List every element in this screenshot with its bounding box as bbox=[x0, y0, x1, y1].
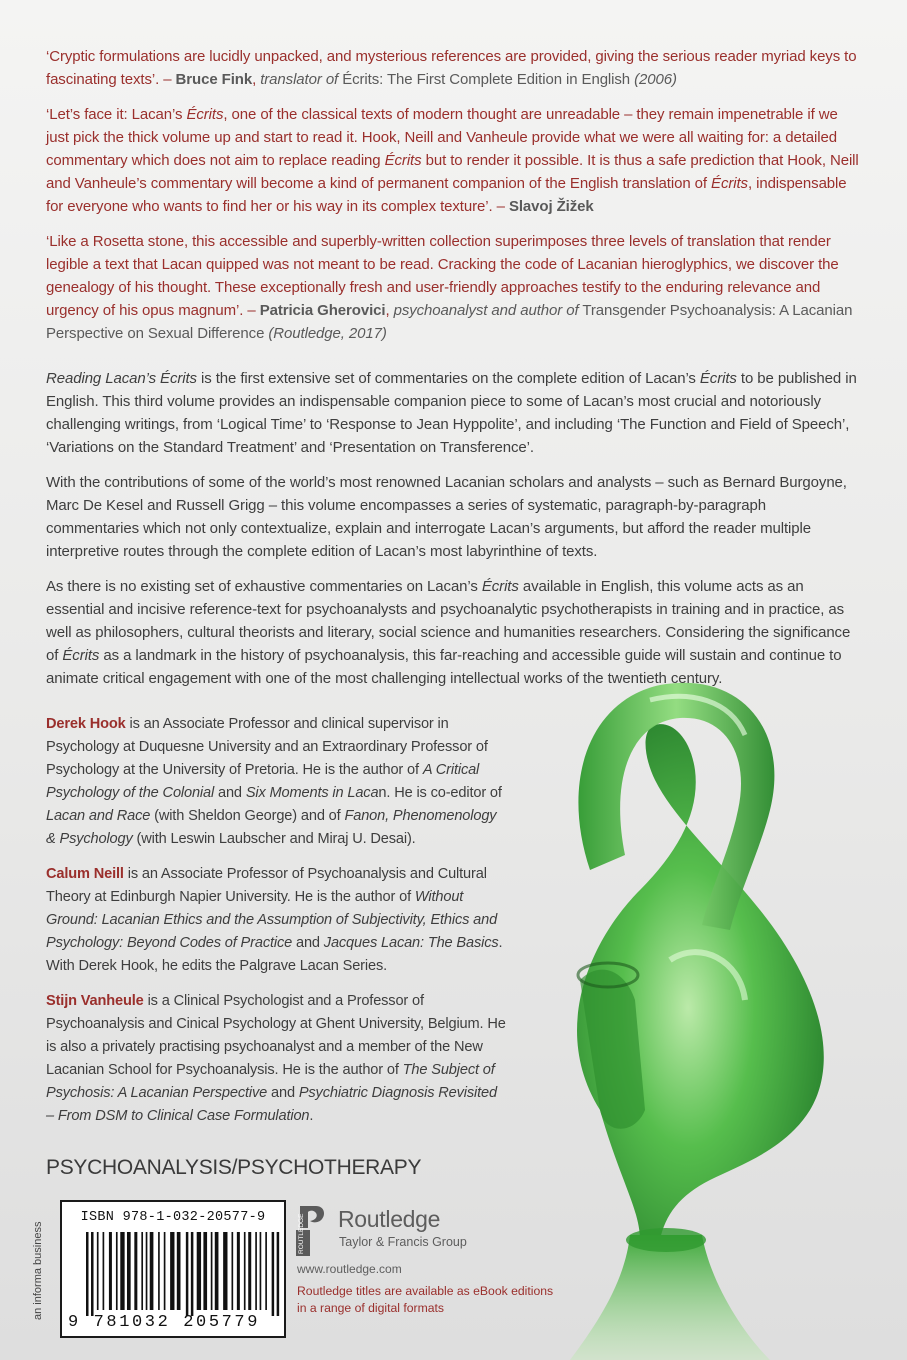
barcode-bar bbox=[215, 1232, 219, 1310]
quote-author: Bruce Fink bbox=[175, 71, 253, 88]
ebook-note: Routledge titles are available as eBook editions in a range of digital formats bbox=[297, 1284, 554, 1315]
barcode-bar bbox=[237, 1232, 240, 1310]
barcode-number: 9 781032 205779 bbox=[68, 1313, 261, 1332]
barcode-bar bbox=[191, 1232, 194, 1316]
barcode-bar bbox=[134, 1232, 137, 1310]
barcode-bar bbox=[197, 1232, 201, 1310]
subject-category: PSYCHOANALYSIS/PSYCHOTHERAPY bbox=[46, 1156, 422, 1179]
barcode-bar bbox=[127, 1232, 131, 1310]
quote-author: Slavoj Žižek bbox=[508, 198, 594, 215]
routledge-logo-icon bbox=[296, 1204, 328, 1256]
barcode-bars bbox=[86, 1232, 280, 1316]
barcode-bar bbox=[91, 1232, 94, 1316]
endorsements bbox=[46, 45, 860, 357]
barcode-bar bbox=[255, 1232, 257, 1310]
book-description bbox=[46, 367, 860, 702]
barcode-bar bbox=[211, 1232, 213, 1310]
barcode-bar bbox=[223, 1232, 227, 1310]
description-paragraph: With the contributions of some of the world’s most renowned Lacanian scholars and analysts – such as Bernard Burgoyne, Marc De Kesel and Russell Grigg – this volume encompasses a series of systematic, paragraph-by-paragraph commentaries which not only contextualize, explain and interrogate Lacan’s arguments, but afford the reader multiple interpretive routes through the complete edition of Lacan’s most labyrinthine of texts. bbox=[46, 474, 847, 560]
barcode-bar bbox=[203, 1232, 207, 1310]
barcode-bar bbox=[232, 1232, 234, 1310]
barcode-bar bbox=[186, 1232, 189, 1316]
barcode-bar bbox=[86, 1232, 89, 1316]
barcode-bar bbox=[120, 1232, 124, 1310]
svg-text:ROUTLEDGE: ROUTLEDGE bbox=[298, 1213, 305, 1254]
publisher-group: Taylor & Francis Group bbox=[339, 1235, 467, 1249]
barcode-bar bbox=[265, 1232, 267, 1310]
barcode bbox=[60, 1200, 286, 1338]
quote-fink: ‘Cryptic formulations are lucidly unpacked, and mysterious references are provided, giving the serious reader myriad keys to fascinating texts’. – Bruce Fink, translator of Écrits: The First Complete Edition in English (2006) bbox=[46, 48, 857, 88]
quote-author: Patricia Gherovici bbox=[259, 302, 386, 319]
bio-derek-hook: Derek Hook is an Associate Professor and clinical supervisor in Psychology at Duquesne University and an Extraordinary Professor of Psychology at the University of Pretoria. He is the author of A Critical Psychology of the Colonial and Six Moments in Lacan. He is co-editor of Lacan and Race (with Sheldon George) and of Fanon, Phenomenology & Psychology (with Leswin Laubscher and Miraj U. Desai). bbox=[46, 716, 502, 847]
author-bios bbox=[46, 713, 506, 1140]
barcode-bar bbox=[150, 1232, 154, 1310]
isbn-label: ISBN 978-1-032-20577-9 bbox=[80, 1210, 266, 1225]
barcode-bar bbox=[260, 1232, 262, 1310]
description-paragraph: As there is no existing set of exhaustive commentaries on Lacan’s Écrits available in English, this volume acts as an essential and incisive reference-text for psychoanalysts and psychoanalytic psychotherapists in training and in practice, as well as philosophers, cultural theorists and literary, social science and humanities researchers. Considering the significance of Écrits as a landmark in the history of psychoanalysis, this far-reaching and accessible guide will sustain and continue to animate critical engagement with one of the most challenging intellectual works of the twentieth century. bbox=[46, 578, 851, 687]
publisher-logo bbox=[296, 1204, 556, 1256]
publisher-url[interactable]: www.routledge.com bbox=[297, 1262, 402, 1276]
bio-stijn-vanheule: Stijn Vanheule is a Clinical Psychologist and a Professor of Psychoanalysis and Cinical Psychology at Ghent University, Belgium. He is also a privately practising psychoanalyst and a member of the New Lacanian School for Psychoanalysis. He is the author of The Subject of Psychosis: A Lacanian Perspective and Psychiatric Diagnosis Revisited – From DSM to Clinical Case Formulation. bbox=[46, 993, 506, 1124]
barcode-bar bbox=[116, 1232, 118, 1310]
barcode-bar bbox=[103, 1232, 105, 1310]
barcode-bar bbox=[277, 1232, 280, 1316]
barcode-bar bbox=[158, 1232, 160, 1310]
barcode-bar bbox=[272, 1232, 275, 1316]
quote-zizek: ‘Let’s face it: Lacan’s Écrits, one of the classical texts of modern thought are unreadable – they remain impenetrable if we just pick the thick volume up and start to read it. Hook, Neill and Vanheule provide what we were all waiting for: a detailed commentary which does not aim to replace reading Écrits but to render it possible. It is thus a safe prediction that Hook, Neill and Vanheule’s commentary will become a kind of permanent companion of the English translation of Écrits, indispensable for everyone who wants to find her or his way in its complex texture’. – Slavoj Žižek bbox=[46, 106, 859, 215]
quote-gherovici: ‘Like a Rosetta stone, this accessible and superbly-written collection superimposes three levels of translation that render legible a text that Lacan quipped was not meant to be read. Cracking the code of Lacanian hieroglyphics, we discover the genealogy of his thought. These exceptionally fresh and user-friendly approaches testify to the enduring relevance and urgency of his opus magnum’. – Patricia Gherovici, psychoanalyst and author of Transgender Psychoanalysis: A Lacanian Perspective on Sexual Difference (Routledge, 2017) bbox=[46, 233, 853, 342]
barcode-bar bbox=[164, 1232, 166, 1310]
barcode-bar bbox=[109, 1232, 112, 1310]
barcode-bar bbox=[146, 1232, 148, 1310]
barcode-bar bbox=[177, 1232, 181, 1310]
barcode-bar bbox=[141, 1232, 143, 1310]
bio-calum-neill: Calum Neill is an Associate Professor of Psychoanalysis and Cultural Theory at Edinburgh Napier University. He is the author of Without Ground: Lacanian Ethics and the Assumption of Subjectivity, Ethics and Psychology: Beyond Codes of Practice and Jacques Lacan: The Basics. With Derek Hook, he edits the Palgrave Lacan Series. bbox=[46, 866, 503, 974]
barcode-bar bbox=[170, 1232, 174, 1310]
informa-tagline: an informa business bbox=[32, 1221, 44, 1320]
barcode-bar bbox=[248, 1232, 251, 1310]
description-paragraph: Reading Lacan’s Écrits is the first extensive set of commentaries on the complete edition of Lacan’s Écrits to be published in English. This third volume provides an indispensable companion piece to some of Lacan’s most crucial and notoriously challenging writings, from ‘Logical Time’ to ‘Response to Jean Hyppolite’, and including ‘The Function and Field of Speech’, ‘Variations on the Standard Treatment’ and ‘Presentation on Transference’. bbox=[46, 370, 857, 456]
barcode-bar bbox=[244, 1232, 246, 1310]
barcode-bar bbox=[97, 1232, 99, 1310]
publisher-name: Routledge bbox=[338, 1206, 441, 1232]
